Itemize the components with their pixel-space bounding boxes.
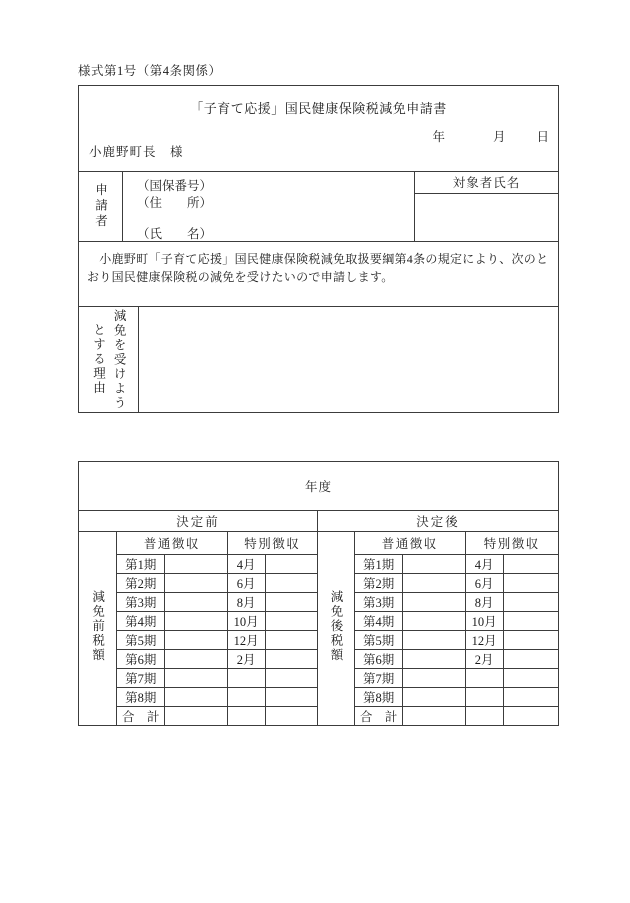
amount-cell[interactable] <box>165 650 227 669</box>
amount-cell[interactable] <box>403 555 465 574</box>
before-tax-label-cell <box>79 532 117 726</box>
target-name-header: 対象者氏名 <box>415 172 558 194</box>
amount-cell[interactable] <box>165 688 227 707</box>
amount-cell[interactable] <box>403 707 465 726</box>
amount-cell[interactable] <box>165 612 227 631</box>
period-cell: 第6期 <box>355 650 403 669</box>
month-cell: 4月 <box>227 555 265 574</box>
amount-cell[interactable] <box>165 707 227 726</box>
month-cell: 8月 <box>227 593 265 612</box>
amount-cell[interactable] <box>265 555 317 574</box>
month-cell: 12月 <box>227 631 265 650</box>
reason-label <box>88 309 129 411</box>
declaration-section <box>79 241 558 306</box>
period-cell: 第5期 <box>117 631 165 650</box>
amount-cell[interactable] <box>403 669 465 688</box>
amount-cell[interactable] <box>503 631 558 650</box>
amount-cell[interactable] <box>265 574 317 593</box>
reason-label-cell <box>79 307 139 412</box>
field-kokuho-number-label: （国保番号） <box>137 179 213 193</box>
amount-cell[interactable] <box>265 688 317 707</box>
month-cell <box>227 707 265 726</box>
period-cell: 第8期 <box>117 688 165 707</box>
addressee: 小鹿野町長 様 <box>89 145 184 159</box>
month-cell <box>465 688 503 707</box>
amount-cell[interactable] <box>265 631 317 650</box>
reason-input-area[interactable] <box>139 307 558 412</box>
form-header-section <box>79 86 558 171</box>
amount-cell[interactable] <box>403 688 465 707</box>
amount-cell[interactable] <box>165 574 227 593</box>
period-cell: 第3期 <box>355 593 403 612</box>
date-month-label: 月 <box>492 130 506 144</box>
applicant-label-cell <box>79 172 123 241</box>
field-name-label: （氏 名） <box>137 227 213 241</box>
month-cell: 6月 <box>465 574 503 593</box>
amount-cell[interactable] <box>503 669 558 688</box>
amount-cell[interactable] <box>265 612 317 631</box>
month-cell: 12月 <box>465 631 503 650</box>
date-line <box>432 127 549 145</box>
ordinary-collection-header-before: 普通徴収 <box>117 532 227 555</box>
target-name-input-area[interactable] <box>415 194 558 241</box>
month-cell: 10月 <box>465 612 503 631</box>
date-year-label: 年 <box>432 130 445 144</box>
period-cell: 第5期 <box>355 631 403 650</box>
fiscal-year-cell[interactable]: 年度 <box>79 462 559 511</box>
amount-cell[interactable] <box>503 612 558 631</box>
period-cell: 第4期 <box>117 612 165 631</box>
applicant-section <box>79 171 558 241</box>
period-cell: 第3期 <box>117 593 165 612</box>
amount-cell[interactable] <box>403 650 465 669</box>
date-day-label: 日 <box>536 130 549 144</box>
period-cell: 第6期 <box>117 650 165 669</box>
amount-cell[interactable] <box>503 688 558 707</box>
period-cell: 第2期 <box>355 574 403 593</box>
amount-cell[interactable] <box>265 707 317 726</box>
period-cell: 合 計 <box>355 707 403 726</box>
period-cell: 第1期 <box>117 555 165 574</box>
month-cell <box>465 669 503 688</box>
period-cell: 第1期 <box>355 555 403 574</box>
period-cell: 合 計 <box>117 707 165 726</box>
before-tax-label: 減免前税額 <box>90 590 105 663</box>
month-cell <box>227 669 265 688</box>
period-cell: 第7期 <box>117 669 165 688</box>
period-cell: 第8期 <box>355 688 403 707</box>
amount-cell[interactable] <box>265 593 317 612</box>
target-name-cell <box>414 172 558 241</box>
amount-cell[interactable] <box>165 593 227 612</box>
amount-cell[interactable] <box>503 593 558 612</box>
amount-cell[interactable] <box>503 650 558 669</box>
after-tax-label-cell <box>317 532 354 726</box>
applicant-label: 申請者 <box>93 183 108 230</box>
special-collection-header-before: 特別徴収 <box>227 532 317 555</box>
reason-section <box>79 306 558 412</box>
amount-cell[interactable] <box>403 612 465 631</box>
period-cell: 第2期 <box>117 574 165 593</box>
month-cell: 2月 <box>465 650 503 669</box>
reason-label-line2: とする理由 <box>91 323 106 396</box>
month-cell: 10月 <box>227 612 265 631</box>
field-address-label: （住 所） <box>137 196 213 210</box>
amount-cell[interactable] <box>165 555 227 574</box>
tax-schedule-table <box>78 461 559 726</box>
form-title: 「子育て応援」国民健康保険税減免申請書 <box>190 101 447 116</box>
declaration-text: 小鹿野町「子育て応援」国民健康保険税減免取扱要綱第4条の規定により、次のとおり国民健康保険税の減免を受けたいので申請します。 <box>87 252 549 284</box>
month-cell: 6月 <box>227 574 265 593</box>
amount-cell[interactable] <box>165 631 227 650</box>
amount-cell[interactable] <box>403 574 465 593</box>
amount-cell[interactable] <box>403 631 465 650</box>
amount-cell[interactable] <box>265 650 317 669</box>
month-cell: 8月 <box>465 593 503 612</box>
period-cell: 第7期 <box>355 669 403 688</box>
special-collection-header-after: 特別徴収 <box>465 532 559 555</box>
application-form-box <box>78 85 559 413</box>
form-number-label: 様式第1号（第4条関係） <box>78 64 222 78</box>
amount-cell[interactable] <box>265 669 317 688</box>
month-cell: 2月 <box>227 650 265 669</box>
amount-cell[interactable] <box>503 707 558 726</box>
reason-label-line1: 減免を受けよう <box>112 308 127 411</box>
month-cell <box>227 688 265 707</box>
after-decision-header: 決定後 <box>317 511 558 532</box>
month-cell: 4月 <box>465 555 503 574</box>
amount-cell[interactable] <box>503 555 558 574</box>
after-tax-label: 減免後税額 <box>328 590 343 663</box>
amount-cell[interactable] <box>503 574 558 593</box>
before-decision-header: 決定前 <box>79 511 318 532</box>
period-cell: 第4期 <box>355 612 403 631</box>
ordinary-collection-header-after: 普通徴収 <box>355 532 465 555</box>
month-cell <box>465 707 503 726</box>
amount-cell[interactable] <box>165 669 227 688</box>
amount-cell[interactable] <box>403 593 465 612</box>
applicant-fields-area[interactable] <box>123 172 414 241</box>
